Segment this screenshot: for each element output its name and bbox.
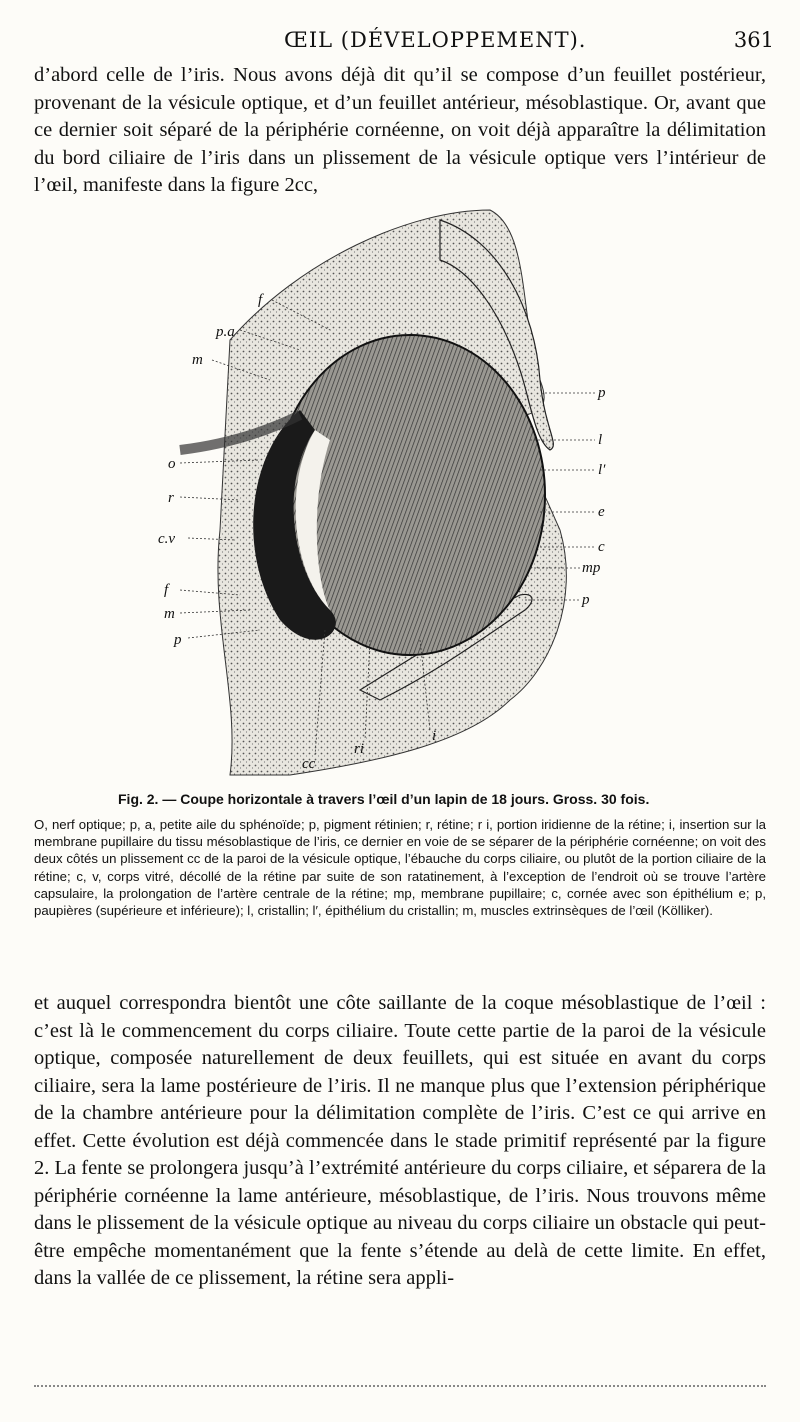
- figure-caption: Fig. 2. — Coupe horizontale à travers l’œil d’un lapin de 18 jours. Gross. 30 fois.: [118, 791, 650, 807]
- label-e: e: [598, 504, 605, 520]
- label-f-bottom: f: [164, 582, 169, 598]
- label-c: c: [598, 539, 605, 555]
- label-ri: ri: [354, 741, 365, 757]
- header-title: ŒIL (DÉVELOPPEMENT).: [284, 28, 587, 52]
- page-number: 361: [733, 28, 774, 52]
- eye-section-figure: [140, 200, 660, 780]
- label-cc: cc: [302, 756, 316, 772]
- paragraph-top: d’abord celle de l’iris. Nous avons déjà dit qu’il se compose d’un feuillet postérieur, provenant de la vésicule optique, et d’un feuillet antérieur, mésoblastique. Or, avant que ce dernier soit séparé de la périphérie cornéenne, on voit déjà apparaître la délimitation du bord ciliaire de l’iris dans un plissement de la vésicule optique vers l’intérieur de l’œil, manifeste dans la figure 2cc,: [34, 64, 766, 196]
- label-p-left: p: [174, 632, 182, 648]
- label-p-right-bottom: p: [582, 592, 590, 608]
- label-f-top: f: [258, 292, 263, 308]
- eye-section-illustration: [140, 200, 660, 780]
- label-p-right-top: p: [598, 385, 606, 401]
- figure-legend: O, nerf optique; p, a, petite aile du sphénoïde; p, pigment rétinien; r, rétine; r i, portion iridienne de la rétine; i, insertion sur la membrane pupillaire du tissu mésoblastique de l’iris, ce dernier en voie de se séparer de la périphérie cornéenne; on voit des deux côtés un plissement cc de la paroi de la vésicule optique, l’ébauche du corps ciliaire, ou plutôt de la portion ciliaire de la rétine; c, v, corps vitré, décollé de la rétine par suite de son ratatinement, à l’exception de l’endroit où se trouve l’artère capsulaire, la prolongation de l’artère centrale de la rétine; mp, membrane pupillaire; c, cornée avec son épithélium e; p, paupières (supérieure et inférieure); l, cristallin; l′, épithélium du cristallin; m, muscles extrinsèques de l’œil (Kölliker).: [34, 817, 766, 919]
- label-i: i: [432, 728, 437, 744]
- label-pa: p.a: [216, 324, 235, 340]
- paragraph-bottom: et auquel correspondra bientôt une côte saillante de la coque mésoblastique de l’œil : c’est là le commencement du corps ciliaire. Toute cette partie de la paroi de la vésicule optique, composée naturellement de deux feuillets, qui est située en avant du corps ciliaire, sera la lame postérieure de l’iris. Il ne manque plus que l’extension périphérique de la chambre antérieure pour la délimitation complète de l’iris. C’est ce qui arrive en effet. Cette évolution est déjà commencée dans le stade primitif représenté par la figure 2. La fente se prolongera jusqu’à l’extrémité antérieure du corps ciliaire, et séparera de la périphérie cornéenne la lame antérieure, mésoblastique, de l’iris. Nous trouvons même dans le plissement de la vésicule optique au niveau du corps ciliaire un obstacle qui peut-être empêche momentanément que la fente s’étende au delà de cette limite. En effet, dans la vallée de ce plissement, la rétine sera appli-: [34, 992, 766, 1289]
- label-m-top: m: [192, 352, 203, 368]
- label-o: o: [168, 456, 176, 472]
- label-l: l: [598, 432, 603, 448]
- running-header: [34, 28, 774, 58]
- label-mp: mp: [582, 560, 601, 576]
- label-r: r: [168, 490, 174, 506]
- label-cv: c.v: [158, 531, 176, 547]
- label-l-prime: l′: [598, 462, 606, 478]
- footer-dotted-rule: [34, 1385, 766, 1391]
- label-m-bottom: m: [164, 606, 175, 622]
